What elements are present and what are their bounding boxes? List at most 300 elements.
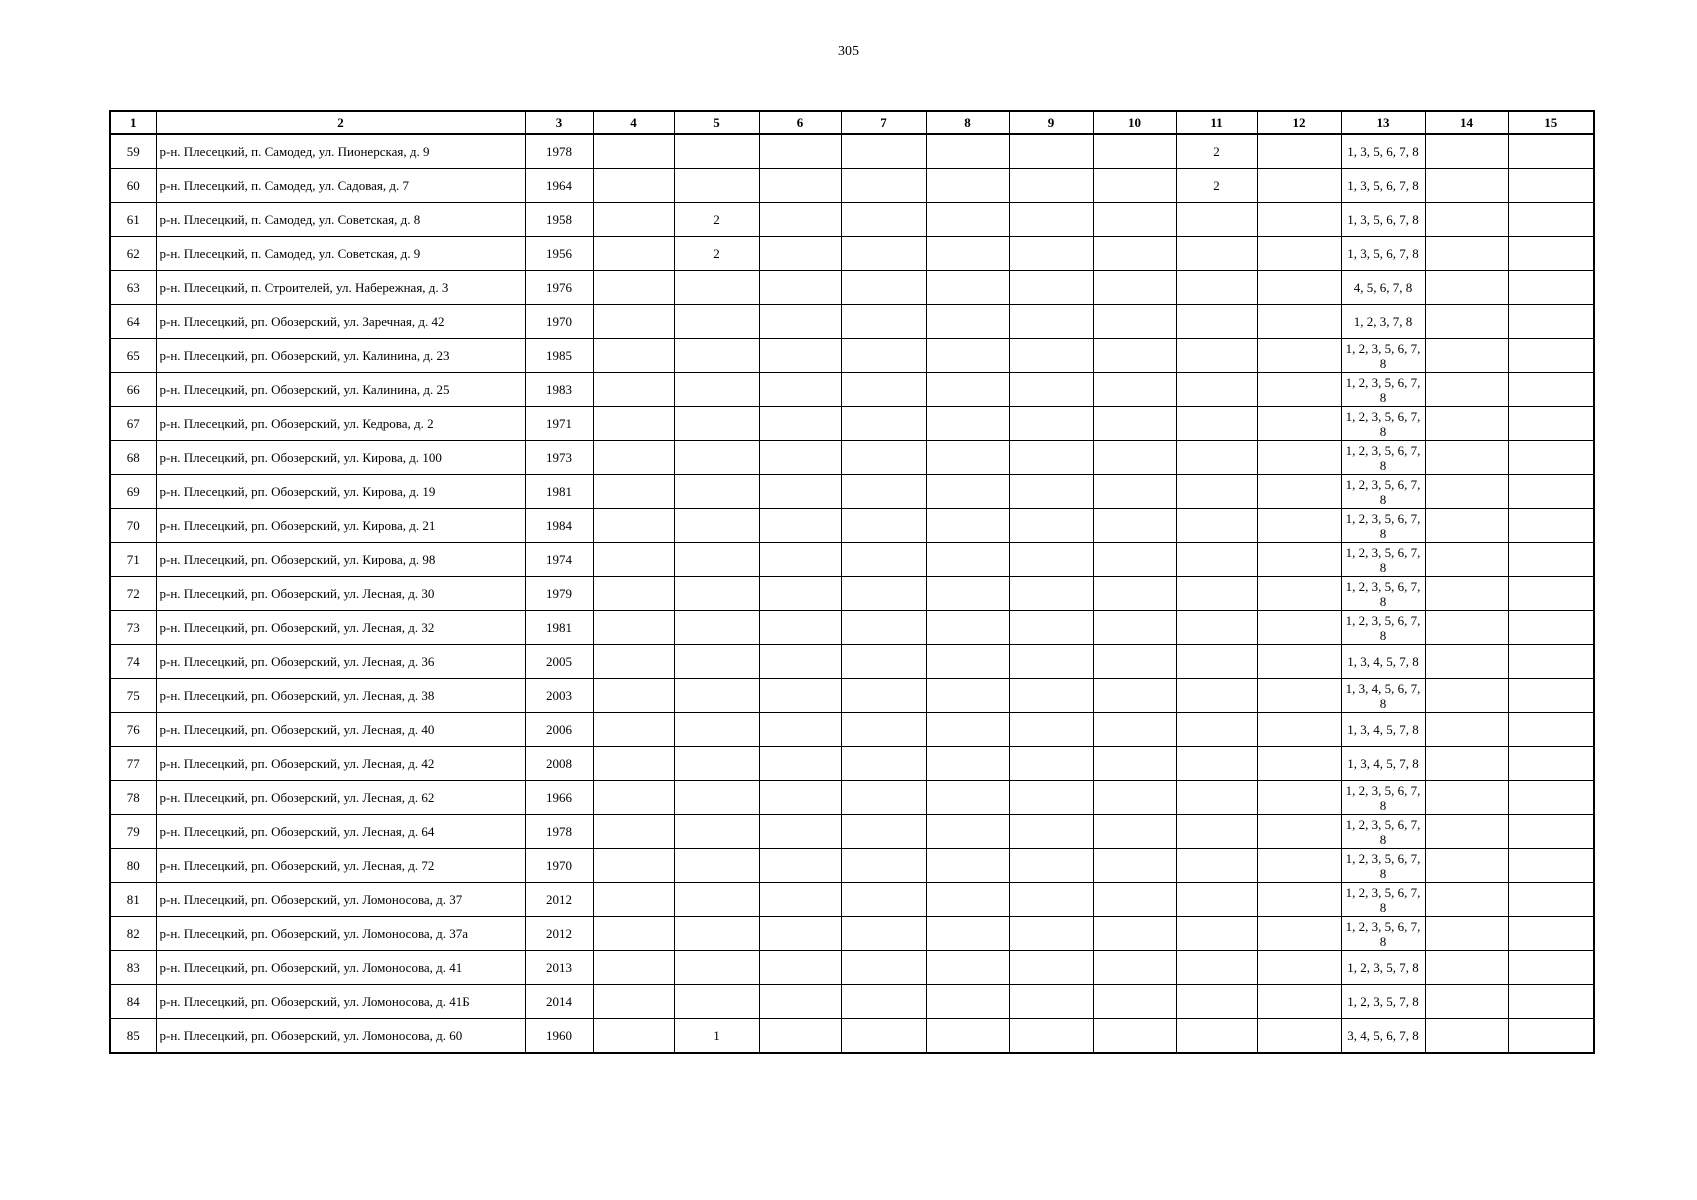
table-cell-col-5 bbox=[674, 509, 759, 543]
table-cell-col-6 bbox=[759, 815, 841, 849]
table-cell-col-15 bbox=[1508, 1019, 1594, 1054]
table-cell-col-4 bbox=[593, 543, 674, 577]
table-cell-col-2: р-н. Плесецкий, рп. Обозерский, ул. Ломоносова, д. 41 bbox=[156, 951, 525, 985]
table-cell-col-3: 1964 bbox=[525, 169, 593, 203]
table-cell-col-7 bbox=[841, 1019, 926, 1054]
table-cell-col-1: 72 bbox=[110, 577, 156, 611]
table-cell-col-9 bbox=[1009, 134, 1093, 169]
table-cell-col-10 bbox=[1093, 203, 1176, 237]
table-cell-col-14 bbox=[1425, 509, 1508, 543]
table-cell-col-9 bbox=[1009, 951, 1093, 985]
table-cell-col-3: 2008 bbox=[525, 747, 593, 781]
table-cell-col-7 bbox=[841, 679, 926, 713]
column-header-9: 9 bbox=[1009, 111, 1093, 134]
table-cell-col-10 bbox=[1093, 305, 1176, 339]
table-cell-col-9 bbox=[1009, 679, 1093, 713]
table-cell-col-15 bbox=[1508, 271, 1594, 305]
table-cell-col-6 bbox=[759, 543, 841, 577]
table-cell-col-15 bbox=[1508, 509, 1594, 543]
table-cell-col-3: 2006 bbox=[525, 713, 593, 747]
table-cell-col-1: 75 bbox=[110, 679, 156, 713]
table-cell-col-8 bbox=[926, 611, 1009, 645]
table-cell-col-7 bbox=[841, 645, 926, 679]
table-cell-col-11 bbox=[1176, 509, 1257, 543]
table-cell-col-13: 1, 3, 5, 6, 7, 8 bbox=[1341, 134, 1425, 169]
table-cell-col-13: 1, 2, 3, 5, 7, 8 bbox=[1341, 951, 1425, 985]
table-cell-col-11 bbox=[1176, 951, 1257, 985]
table-cell-col-3: 2014 bbox=[525, 985, 593, 1019]
table-cell-col-1: 79 bbox=[110, 815, 156, 849]
table-cell-col-4 bbox=[593, 883, 674, 917]
table-cell-col-2: р-н. Плесецкий, рп. Обозерский, ул. Заречная, д. 42 bbox=[156, 305, 525, 339]
table-cell-col-1: 78 bbox=[110, 781, 156, 815]
table-cell-col-13: 1, 3, 4, 5, 7, 8 bbox=[1341, 645, 1425, 679]
table-cell-col-5 bbox=[674, 577, 759, 611]
table-cell-col-6 bbox=[759, 917, 841, 951]
table-row bbox=[110, 849, 1594, 883]
table-cell-col-4 bbox=[593, 237, 674, 271]
table-cell-col-4 bbox=[593, 679, 674, 713]
table-cell-col-5 bbox=[674, 747, 759, 781]
table-cell-col-7 bbox=[841, 407, 926, 441]
table-cell-col-6 bbox=[759, 271, 841, 305]
table-cell-col-14 bbox=[1425, 134, 1508, 169]
table-cell-col-1: 71 bbox=[110, 543, 156, 577]
table-cell-col-7 bbox=[841, 509, 926, 543]
table-cell-col-7 bbox=[841, 849, 926, 883]
table-cell-col-14 bbox=[1425, 713, 1508, 747]
table-cell-col-3: 1958 bbox=[525, 203, 593, 237]
table-cell-col-6 bbox=[759, 203, 841, 237]
table-cell-col-5: 2 bbox=[674, 237, 759, 271]
table-cell-col-13: 3, 4, 5, 6, 7, 8 bbox=[1341, 1019, 1425, 1054]
table-cell-col-7 bbox=[841, 475, 926, 509]
table-cell-col-3: 1971 bbox=[525, 407, 593, 441]
table-cell-col-10 bbox=[1093, 815, 1176, 849]
table-cell-col-1: 59 bbox=[110, 134, 156, 169]
table-cell-col-4 bbox=[593, 169, 674, 203]
table-cell-col-5 bbox=[674, 883, 759, 917]
table-cell-col-9 bbox=[1009, 543, 1093, 577]
page-number: 305 bbox=[838, 44, 859, 59]
table-cell-col-6 bbox=[759, 509, 841, 543]
table-cell-col-4 bbox=[593, 441, 674, 475]
table-cell-col-11 bbox=[1176, 713, 1257, 747]
table-cell-col-9 bbox=[1009, 475, 1093, 509]
table-cell-col-9 bbox=[1009, 441, 1093, 475]
table-cell-col-13: 1, 3, 5, 6, 7, 8 bbox=[1341, 203, 1425, 237]
table-row bbox=[110, 611, 1594, 645]
column-header-14: 14 bbox=[1425, 111, 1508, 134]
table-cell-col-15 bbox=[1508, 169, 1594, 203]
table-cell-col-9 bbox=[1009, 849, 1093, 883]
table-row bbox=[110, 134, 1594, 169]
table-cell-col-7 bbox=[841, 237, 926, 271]
table-cell-col-2: р-н. Плесецкий, п. Самодед, ул. Советская, д. 9 bbox=[156, 237, 525, 271]
table-cell-col-9 bbox=[1009, 203, 1093, 237]
table-cell-col-11 bbox=[1176, 645, 1257, 679]
table-cell-col-8 bbox=[926, 237, 1009, 271]
table-cell-col-14 bbox=[1425, 237, 1508, 271]
table-cell-col-5 bbox=[674, 645, 759, 679]
table-cell-col-3: 1966 bbox=[525, 781, 593, 815]
table-cell-col-14 bbox=[1425, 577, 1508, 611]
table-cell-col-1: 62 bbox=[110, 237, 156, 271]
table-cell-col-14 bbox=[1425, 883, 1508, 917]
table-cell-col-10 bbox=[1093, 373, 1176, 407]
table-cell-col-10 bbox=[1093, 509, 1176, 543]
table-row bbox=[110, 713, 1594, 747]
table-cell-col-11 bbox=[1176, 883, 1257, 917]
table-row bbox=[110, 203, 1594, 237]
table-cell-col-3: 1978 bbox=[525, 815, 593, 849]
table-cell-col-8 bbox=[926, 713, 1009, 747]
table-cell-col-13: 1, 3, 4, 5, 7, 8 bbox=[1341, 747, 1425, 781]
table-row bbox=[110, 509, 1594, 543]
housing-register-table bbox=[109, 110, 1595, 1054]
table-cell-col-14 bbox=[1425, 815, 1508, 849]
table-cell-col-9 bbox=[1009, 1019, 1093, 1054]
table-row bbox=[110, 441, 1594, 475]
table-cell-col-7 bbox=[841, 203, 926, 237]
table-cell-col-11 bbox=[1176, 577, 1257, 611]
column-header-12: 12 bbox=[1257, 111, 1341, 134]
table-cell-col-12 bbox=[1257, 134, 1341, 169]
table-cell-col-8 bbox=[926, 441, 1009, 475]
table-cell-col-14 bbox=[1425, 645, 1508, 679]
table-cell-col-10 bbox=[1093, 747, 1176, 781]
table-cell-col-2: р-н. Плесецкий, рп. Обозерский, ул. Лесная, д. 38 bbox=[156, 679, 525, 713]
table-cell-col-10 bbox=[1093, 679, 1176, 713]
table-cell-col-9 bbox=[1009, 883, 1093, 917]
table-cell-col-5 bbox=[674, 815, 759, 849]
column-header-6: 6 bbox=[759, 111, 841, 134]
table-cell-col-2: р-н. Плесецкий, рп. Обозерский, ул. Калинина, д. 25 bbox=[156, 373, 525, 407]
table-cell-col-2: р-н. Плесецкий, рп. Обозерский, ул. Ломоносова, д. 37а bbox=[156, 917, 525, 951]
table-cell-col-8 bbox=[926, 849, 1009, 883]
table-cell-col-7 bbox=[841, 441, 926, 475]
table-cell-col-8 bbox=[926, 645, 1009, 679]
table-cell-col-11: 2 bbox=[1176, 169, 1257, 203]
table-row bbox=[110, 339, 1594, 373]
table-cell-col-3: 1976 bbox=[525, 271, 593, 305]
table-cell-col-8 bbox=[926, 679, 1009, 713]
table-cell-col-8 bbox=[926, 271, 1009, 305]
table-cell-col-3: 1970 bbox=[525, 849, 593, 883]
table-row bbox=[110, 373, 1594, 407]
table-cell-col-1: 70 bbox=[110, 509, 156, 543]
table-cell-col-9 bbox=[1009, 271, 1093, 305]
table-cell-col-5 bbox=[674, 305, 759, 339]
table-cell-col-10 bbox=[1093, 1019, 1176, 1054]
table-cell-col-15 bbox=[1508, 985, 1594, 1019]
table-cell-col-15 bbox=[1508, 883, 1594, 917]
table-cell-col-14 bbox=[1425, 169, 1508, 203]
table-cell-col-13: 1, 2, 3, 5, 6, 7, 8 bbox=[1341, 475, 1425, 509]
table-cell-col-5 bbox=[674, 271, 759, 305]
table-cell-col-10 bbox=[1093, 237, 1176, 271]
table-cell-col-5 bbox=[674, 169, 759, 203]
table-cell-col-3: 1983 bbox=[525, 373, 593, 407]
table-cell-col-13: 1, 2, 3, 5, 6, 7, 8 bbox=[1341, 509, 1425, 543]
table-cell-col-12 bbox=[1257, 883, 1341, 917]
table-cell-col-3: 2012 bbox=[525, 917, 593, 951]
table-cell-col-11 bbox=[1176, 271, 1257, 305]
table-cell-col-14 bbox=[1425, 951, 1508, 985]
table-cell-col-13: 1, 3, 5, 6, 7, 8 bbox=[1341, 237, 1425, 271]
table-cell-col-4 bbox=[593, 611, 674, 645]
table-cell-col-7 bbox=[841, 271, 926, 305]
table-cell-col-6 bbox=[759, 134, 841, 169]
table-cell-col-12 bbox=[1257, 679, 1341, 713]
table-cell-col-8 bbox=[926, 577, 1009, 611]
table-cell-col-7 bbox=[841, 577, 926, 611]
table-cell-col-11 bbox=[1176, 781, 1257, 815]
table-cell-col-5 bbox=[674, 951, 759, 985]
table-cell-col-4 bbox=[593, 747, 674, 781]
table-cell-col-3: 2005 bbox=[525, 645, 593, 679]
table-cell-col-14 bbox=[1425, 441, 1508, 475]
table-cell-col-11 bbox=[1176, 237, 1257, 271]
table-cell-col-4 bbox=[593, 339, 674, 373]
table-cell-col-12 bbox=[1257, 203, 1341, 237]
table-cell-col-1: 64 bbox=[110, 305, 156, 339]
table-cell-col-3: 1981 bbox=[525, 611, 593, 645]
table-cell-col-10 bbox=[1093, 611, 1176, 645]
table-cell-col-13: 1, 2, 3, 5, 6, 7, 8 bbox=[1341, 543, 1425, 577]
table-row bbox=[110, 747, 1594, 781]
table-cell-col-11 bbox=[1176, 815, 1257, 849]
table-cell-col-13: 1, 2, 3, 5, 6, 7, 8 bbox=[1341, 849, 1425, 883]
table-cell-col-9 bbox=[1009, 985, 1093, 1019]
table-cell-col-4 bbox=[593, 509, 674, 543]
table-cell-col-15 bbox=[1508, 611, 1594, 645]
column-header-10: 10 bbox=[1093, 111, 1176, 134]
table-cell-col-2: р-н. Плесецкий, рп. Обозерский, ул. Кирова, д. 19 bbox=[156, 475, 525, 509]
table-cell-col-14 bbox=[1425, 985, 1508, 1019]
table-cell-col-13: 1, 2, 3, 5, 6, 7, 8 bbox=[1341, 883, 1425, 917]
table-cell-col-13: 1, 3, 4, 5, 7, 8 bbox=[1341, 713, 1425, 747]
table-cell-col-12 bbox=[1257, 917, 1341, 951]
table-cell-col-8 bbox=[926, 169, 1009, 203]
column-header-8: 8 bbox=[926, 111, 1009, 134]
table-cell-col-3: 2003 bbox=[525, 679, 593, 713]
table-cell-col-5 bbox=[674, 713, 759, 747]
table-cell-col-13: 1, 3, 4, 5, 6, 7, 8 bbox=[1341, 679, 1425, 713]
table-cell-col-3: 1960 bbox=[525, 1019, 593, 1054]
table-cell-col-7 bbox=[841, 883, 926, 917]
table-header bbox=[110, 111, 1594, 134]
table-cell-col-1: 67 bbox=[110, 407, 156, 441]
table-cell-col-2: р-н. Плесецкий, рп. Обозерский, ул. Ломоносова, д. 37 bbox=[156, 883, 525, 917]
table-row bbox=[110, 169, 1594, 203]
table-cell-col-11 bbox=[1176, 679, 1257, 713]
table-cell-col-13: 1, 2, 3, 5, 6, 7, 8 bbox=[1341, 407, 1425, 441]
table-cell-col-7 bbox=[841, 713, 926, 747]
table-cell-col-12 bbox=[1257, 713, 1341, 747]
table-cell-col-12 bbox=[1257, 373, 1341, 407]
table-cell-col-4 bbox=[593, 645, 674, 679]
table-cell-col-8 bbox=[926, 883, 1009, 917]
table-cell-col-2: р-н. Плесецкий, рп. Обозерский, ул. Лесная, д. 72 bbox=[156, 849, 525, 883]
table-cell-col-8 bbox=[926, 339, 1009, 373]
table-cell-col-3: 1974 bbox=[525, 543, 593, 577]
table-cell-col-7 bbox=[841, 543, 926, 577]
table-row bbox=[110, 645, 1594, 679]
table-cell-col-13: 1, 2, 3, 7, 8 bbox=[1341, 305, 1425, 339]
table-cell-col-1: 77 bbox=[110, 747, 156, 781]
table-cell-col-11 bbox=[1176, 611, 1257, 645]
table-cell-col-13: 1, 3, 5, 6, 7, 8 bbox=[1341, 169, 1425, 203]
table-cell-col-2: р-н. Плесецкий, рп. Обозерский, ул. Лесная, д. 32 bbox=[156, 611, 525, 645]
table-cell-col-10 bbox=[1093, 475, 1176, 509]
table-cell-col-10 bbox=[1093, 985, 1176, 1019]
table-cell-col-12 bbox=[1257, 169, 1341, 203]
table-cell-col-15 bbox=[1508, 747, 1594, 781]
column-header-15: 15 bbox=[1508, 111, 1594, 134]
table-cell-col-12 bbox=[1257, 1019, 1341, 1054]
table-cell-col-3: 1984 bbox=[525, 509, 593, 543]
table-cell-col-9 bbox=[1009, 747, 1093, 781]
table-cell-col-8 bbox=[926, 407, 1009, 441]
table-cell-col-14 bbox=[1425, 917, 1508, 951]
table-cell-col-8 bbox=[926, 951, 1009, 985]
table-cell-col-14 bbox=[1425, 373, 1508, 407]
table-cell-col-6 bbox=[759, 679, 841, 713]
table-cell-col-9 bbox=[1009, 577, 1093, 611]
table-cell-col-10 bbox=[1093, 713, 1176, 747]
table-cell-col-9 bbox=[1009, 305, 1093, 339]
table-cell-col-2: р-н. Плесецкий, рп. Обозерский, ул. Ломоносова, д. 60 bbox=[156, 1019, 525, 1054]
table-cell-col-15 bbox=[1508, 781, 1594, 815]
table-cell-col-10 bbox=[1093, 407, 1176, 441]
table-row bbox=[110, 917, 1594, 951]
table-cell-col-13: 1, 2, 3, 5, 6, 7, 8 bbox=[1341, 781, 1425, 815]
table-cell-col-5 bbox=[674, 679, 759, 713]
table-cell-col-4 bbox=[593, 985, 674, 1019]
table-cell-col-9 bbox=[1009, 815, 1093, 849]
table-cell-col-15 bbox=[1508, 407, 1594, 441]
table-cell-col-15 bbox=[1508, 475, 1594, 509]
table-cell-col-9 bbox=[1009, 373, 1093, 407]
column-header-1: 1 bbox=[110, 111, 156, 134]
table-cell-col-12 bbox=[1257, 747, 1341, 781]
table-cell-col-4 bbox=[593, 134, 674, 169]
table-cell-col-14 bbox=[1425, 203, 1508, 237]
table-cell-col-7 bbox=[841, 815, 926, 849]
table-cell-col-7 bbox=[841, 169, 926, 203]
table-cell-col-11 bbox=[1176, 203, 1257, 237]
table-cell-col-4 bbox=[593, 305, 674, 339]
table-cell-col-2: р-н. Плесецкий, п. Самодед, ул. Пионерская, д. 9 bbox=[156, 134, 525, 169]
table-cell-col-2: р-н. Плесецкий, рп. Обозерский, ул. Лесная, д. 42 bbox=[156, 747, 525, 781]
header-row bbox=[110, 111, 1594, 134]
table-cell-col-10 bbox=[1093, 543, 1176, 577]
table-cell-col-14 bbox=[1425, 475, 1508, 509]
table-cell-col-2: р-н. Плесецкий, рп. Обозерский, ул. Кирова, д. 100 bbox=[156, 441, 525, 475]
table-cell-col-11 bbox=[1176, 917, 1257, 951]
table-cell-col-10 bbox=[1093, 339, 1176, 373]
table-cell-col-8 bbox=[926, 781, 1009, 815]
table-cell-col-1: 74 bbox=[110, 645, 156, 679]
table-cell-col-8 bbox=[926, 985, 1009, 1019]
table-cell-col-15 bbox=[1508, 305, 1594, 339]
table-cell-col-9 bbox=[1009, 509, 1093, 543]
table-cell-col-5: 1 bbox=[674, 1019, 759, 1054]
table-cell-col-1: 66 bbox=[110, 373, 156, 407]
table-cell-col-4 bbox=[593, 475, 674, 509]
table-cell-col-10 bbox=[1093, 917, 1176, 951]
table-cell-col-3: 1978 bbox=[525, 134, 593, 169]
table-cell-col-12 bbox=[1257, 543, 1341, 577]
table-cell-col-14 bbox=[1425, 339, 1508, 373]
table-cell-col-11 bbox=[1176, 373, 1257, 407]
table-cell-col-5 bbox=[674, 611, 759, 645]
table-cell-col-6 bbox=[759, 781, 841, 815]
table-cell-col-6 bbox=[759, 441, 841, 475]
table-cell-col-13: 1, 2, 3, 5, 6, 7, 8 bbox=[1341, 373, 1425, 407]
table-cell-col-14 bbox=[1425, 271, 1508, 305]
table-cell-col-11 bbox=[1176, 407, 1257, 441]
table-cell-col-7 bbox=[841, 747, 926, 781]
table-cell-col-4 bbox=[593, 577, 674, 611]
table-cell-col-15 bbox=[1508, 917, 1594, 951]
table-cell-col-11 bbox=[1176, 985, 1257, 1019]
table-cell-col-11 bbox=[1176, 339, 1257, 373]
table-cell-col-7 bbox=[841, 611, 926, 645]
table-cell-col-13: 1, 2, 3, 5, 6, 7, 8 bbox=[1341, 611, 1425, 645]
table-cell-col-10 bbox=[1093, 849, 1176, 883]
column-header-2: 2 bbox=[156, 111, 525, 134]
table-cell-col-12 bbox=[1257, 441, 1341, 475]
table-cell-col-4 bbox=[593, 713, 674, 747]
table-cell-col-5: 2 bbox=[674, 203, 759, 237]
table-cell-col-9 bbox=[1009, 713, 1093, 747]
table-cell-col-10 bbox=[1093, 883, 1176, 917]
table-cell-col-4 bbox=[593, 951, 674, 985]
table-cell-col-3: 1985 bbox=[525, 339, 593, 373]
table-cell-col-4 bbox=[593, 1019, 674, 1054]
table-cell-col-6 bbox=[759, 849, 841, 883]
table-cell-col-3: 1970 bbox=[525, 305, 593, 339]
table-cell-col-12 bbox=[1257, 951, 1341, 985]
table-cell-col-7 bbox=[841, 917, 926, 951]
table-cell-col-2: р-н. Плесецкий, рп. Обозерский, ул. Ломоносова, д. 41Б bbox=[156, 985, 525, 1019]
table-cell-col-10 bbox=[1093, 271, 1176, 305]
table-cell-col-8 bbox=[926, 475, 1009, 509]
table-cell-col-7 bbox=[841, 339, 926, 373]
table-cell-col-11 bbox=[1176, 475, 1257, 509]
table-cell-col-4 bbox=[593, 781, 674, 815]
table-cell-col-6 bbox=[759, 407, 841, 441]
table-cell-col-12 bbox=[1257, 237, 1341, 271]
table-cell-col-14 bbox=[1425, 1019, 1508, 1054]
table-cell-col-3: 2012 bbox=[525, 883, 593, 917]
table-cell-col-2: р-н. Плесецкий, рп. Обозерский, ул. Лесная, д. 64 bbox=[156, 815, 525, 849]
table-cell-col-1: 80 bbox=[110, 849, 156, 883]
table-cell-col-8 bbox=[926, 134, 1009, 169]
table-cell-col-14 bbox=[1425, 305, 1508, 339]
table-cell-col-1: 61 bbox=[110, 203, 156, 237]
table-cell-col-8 bbox=[926, 305, 1009, 339]
table-row bbox=[110, 475, 1594, 509]
table-cell-col-8 bbox=[926, 815, 1009, 849]
table-cell-col-14 bbox=[1425, 747, 1508, 781]
table-cell-col-2: р-н. Плесецкий, рп. Обозерский, ул. Лесная, д. 62 bbox=[156, 781, 525, 815]
table-cell-col-6 bbox=[759, 339, 841, 373]
table-cell-col-10 bbox=[1093, 645, 1176, 679]
table-row bbox=[110, 1019, 1594, 1054]
